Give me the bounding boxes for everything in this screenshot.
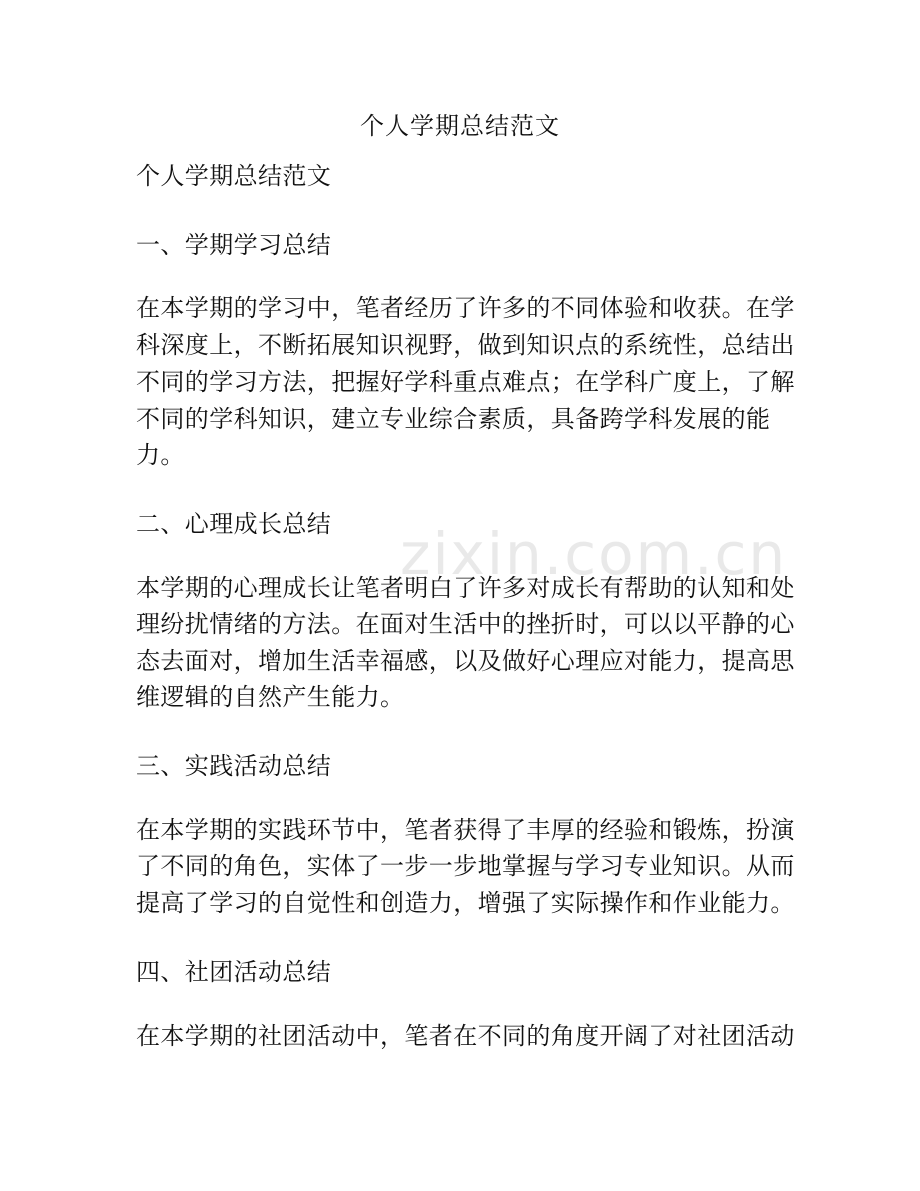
paragraph-line: 本学期的心理成长让笔者明白了许多对成长有帮助的认知和处 [136,574,795,602]
paragraph-line: 了不同的角色，实体了一步一步地掌握与学习专业知识。从而 [136,852,795,880]
section-heading-club: 四、社团活动总结 [136,958,332,986]
paragraph-line: 在本学期的学习中，笔者经历了许多的不同体验和收获。在学 [136,294,795,322]
paragraph-line: 在本学期的社团活动中，笔者在不同的角度开阔了对社团活动 [136,1022,795,1050]
paragraph-line: 维逻辑的自然产生能力。 [136,683,405,711]
paragraph-line: 不同的学习方法，把握好学科重点难点；在学科广度上，了解 [136,368,795,396]
watermark: zixin.com.cn [400,520,788,588]
paragraph-line: 在本学期的实践环节中，笔者获得了丰厚的经验和锻炼，扮演 [136,816,795,844]
paragraph-line: 力。 [136,441,185,469]
document-title: 个人学期总结范文 [360,112,560,140]
section-heading-practice: 三、实践活动总结 [136,752,332,780]
paragraph-line: 理纷扰情绪的方法。在面对生活中的挫折时，可以以平静的心 [136,610,795,638]
document-subtitle: 个人学期总结范文 [136,162,332,190]
paragraph-line: 态去面对，增加生活幸福感，以及做好心理应对能力，提高思 [136,647,795,675]
section-heading-study: 一、学期学习总结 [136,231,332,259]
section-heading-psychology: 二、心理成长总结 [136,510,332,538]
paragraph-line: 不同的学科知识，建立专业综合素质，具备跨学科发展的能 [136,405,771,433]
paragraph-line: 提高了学习的自觉性和创造力，增强了实际操作和作业能力。 [136,889,795,917]
paragraph-line: 科深度上，不断拓展知识视野，做到知识点的系统性，总结出 [136,331,795,359]
